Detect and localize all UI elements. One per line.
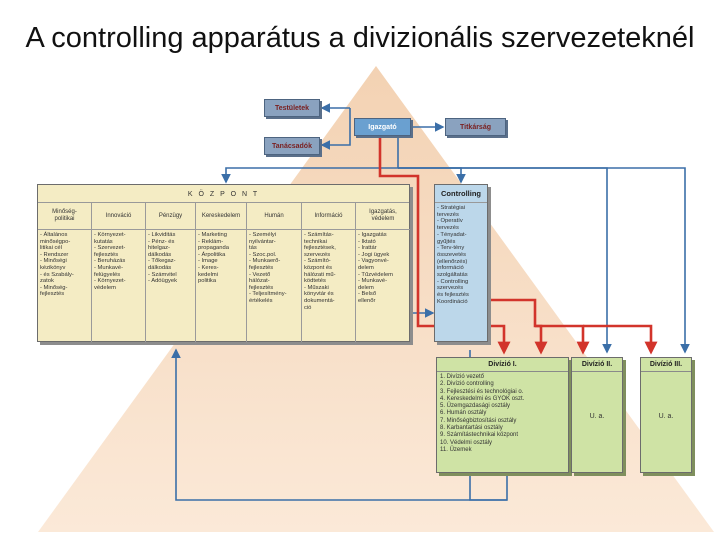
division-2-title: Divízió II. xyxy=(572,358,622,372)
kozpont-column-penzugy xyxy=(146,203,196,342)
testuletek-box: Testületek xyxy=(264,99,320,117)
column-header: Igazgatás, védelem xyxy=(356,203,410,230)
column-items: - Marketing - Reklám- propaganda - Árpolitika - Image - Keres- kedelmi politika xyxy=(198,232,229,285)
division-1-item: 9. Számítástechnikai központ xyxy=(440,432,519,439)
division-2-box xyxy=(571,357,623,473)
column-header: Kereskedelem xyxy=(196,203,246,230)
titkarsag-box: Titkárság xyxy=(445,118,506,136)
division-1-item: 7. Minőségbiztosítási osztály xyxy=(440,417,517,424)
division-1-item: 5. Üzemgazdasági osztály xyxy=(440,403,511,410)
column-header: Információ xyxy=(302,203,355,230)
column-header: Minőség- politikai xyxy=(38,203,91,230)
tanacsadok-box: Tanácsadók xyxy=(264,137,320,155)
division-1-box xyxy=(436,357,569,473)
kozpont-column-minoseg xyxy=(38,203,92,342)
division-2-text: U. a. xyxy=(589,413,605,420)
column-header: Humán xyxy=(247,203,301,230)
division-1-item: 2. Divízió controlling xyxy=(440,381,494,388)
kozpont-title: K Ö Z P O N T xyxy=(38,188,409,203)
controlling-box xyxy=(434,184,488,342)
division-1-item: 4. Kereskedelmi és GYOK oszt. xyxy=(440,395,525,402)
division-1-title: Divízió I. xyxy=(437,358,568,372)
division-1-item: 1. Divízió vezető xyxy=(440,374,485,380)
kozpont-column-informacio xyxy=(302,203,356,342)
division-1-item: 11. Üzemek xyxy=(440,446,472,453)
kozpont-column-kereskedelem xyxy=(196,203,247,342)
kozpont-table xyxy=(37,184,410,342)
column-header: Innováció xyxy=(92,203,145,230)
division-1-item: 10. Védelmi osztály xyxy=(440,439,493,446)
column-items: - Számítás- technikai fejlesztések, szervezés - Számító- központ és hálózati mű- ködtetés - Műszaki könyvtár és dokumentá- ció xyxy=(304,232,336,311)
column-header: Pénzügy xyxy=(146,203,195,230)
column-items: - Igazgatás - Iktató - Irattár - Jogi ügyek - Vagyonvé- delem - Tűzvédelem - Munkavé- delem - Belső ellenőr xyxy=(358,232,394,304)
controlling-title: Controlling xyxy=(435,185,487,203)
kozpont-column-igazgatas xyxy=(356,203,410,342)
igazgato-box: Igazgató xyxy=(354,118,411,136)
column-items: - Likviditás - Pénz- és hitelgaz- dálkodás - Tőkegaz- dálkodás - Számvitel - Adóügyek xyxy=(148,232,178,285)
division-1-item: 6. Humán osztály xyxy=(440,410,487,417)
division-1-item: 3. Fejlesztési és technológiai o. xyxy=(440,388,524,395)
controlling-items: - Stratégiai tervezés - Operatív tervezés - Tényadat- gyűjtés - Terv-tény összevetés (ellenőrzés) információ szolgáltatás - Controlling szervezés és fejlesztés Koordináció xyxy=(437,205,469,305)
division-3-text: U. a. xyxy=(658,413,674,420)
slide-title: A controlling apparátus a divizionális szervezeteknél xyxy=(25,22,695,54)
division-3-box xyxy=(640,357,692,473)
division-1-list xyxy=(437,372,568,456)
division-1-item: 8. Karbantartási osztály xyxy=(440,425,503,432)
kozpont-column-human xyxy=(247,203,302,342)
column-items: - Környezet- kutatás - Szervezet- fejlesztés - Beruházás - Munkavé- felügyelés - Környezet- védelem xyxy=(94,232,126,291)
column-items: - Személyi nyilvántar- tás - Szoc.pol. - Munkaerő- fejlesztés - Vezető hálózat- fejlesztés - Teljesítmény- értékelés xyxy=(249,232,287,304)
kozpont-column-innovacio xyxy=(92,203,146,342)
division-3-title: Divízió III. xyxy=(641,358,691,372)
column-items: - Általános minőségpo- litikai cél - Rendszer - Minőségi kézikönyv - és Szabály- zatok - Minőség- fejlesztés xyxy=(40,232,74,298)
